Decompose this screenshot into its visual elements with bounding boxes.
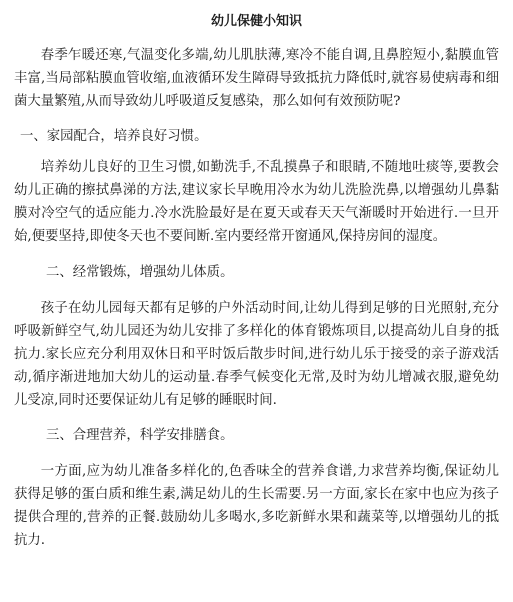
section-body-1: 培养幼儿良好的卫生习惯,如勤洗手,不乱摸鼻子和眼睛,不随地吐痰等,要教会幼儿正确的擦拭鼻涕的方法,建议家长早晚用冷水为幼儿洗脸洗鼻,以增强幼儿鼻黏膜对冷空气的适应能力.冷水洗脸最好是在夏天或春天天气渐暖时开始进行.一旦开始,便要坚持,即使冬天也不要间断.室内要经常开窗通风,保持房间的湿度。 [14,160,499,244]
document-title: 幼儿保健小知识 [210,14,302,29]
section-body-3: 一方面,应为幼儿准备多样化的,色香味全的营养食谱,力求营养均衡,保证幼儿获得足够的蛋白质和维生素,满足幼儿的生长需要.另一方面,家长在家中也应为孩子提供合理的,营养的正餐.鼓励幼儿多喝水,多吃新鲜水果和蔬菜等,以增强幼儿的抵抗力. [14,464,499,548]
intro-paragraph: 春季乍暖还寒,气温变化多端,幼儿肌肤薄,寒冷不能自调,且鼻腔短小,黏膜血管丰富,当局部粘膜血管收缩,血液循环发生障碍导致抵抗力降低时,就容易使病毒和细菌大量繁殖,从而导致幼儿呼吸道反复感染，那么如何有效预防呢? [14,48,499,109]
section-heading-2: 二、经常锻炼，增强幼儿体质。 [46,265,234,280]
section-heading-1: 一、家园配合，培养良好习惯。 [20,129,208,144]
section-heading-3: 三、合理营养，科学安排膳食。 [46,428,234,443]
section-body-2: 孩子在幼儿园每天都有足够的户外活动时间,让幼儿得到足够的日光照射,充分呼吸新鲜空气,幼儿园还为幼儿安排了多样化的体育锻炼项目,以提高幼儿自身的抵抗力.家长应充分利用双休日和平时饭后散步时间,进行幼儿乐于接受的亲子游戏活动,循序渐进地加大幼儿的运动量.春季气候变化无常,及时为幼儿增减衣服,避免幼儿受凉,同时还要保证幼儿有足够的睡眠时间. [14,301,499,408]
